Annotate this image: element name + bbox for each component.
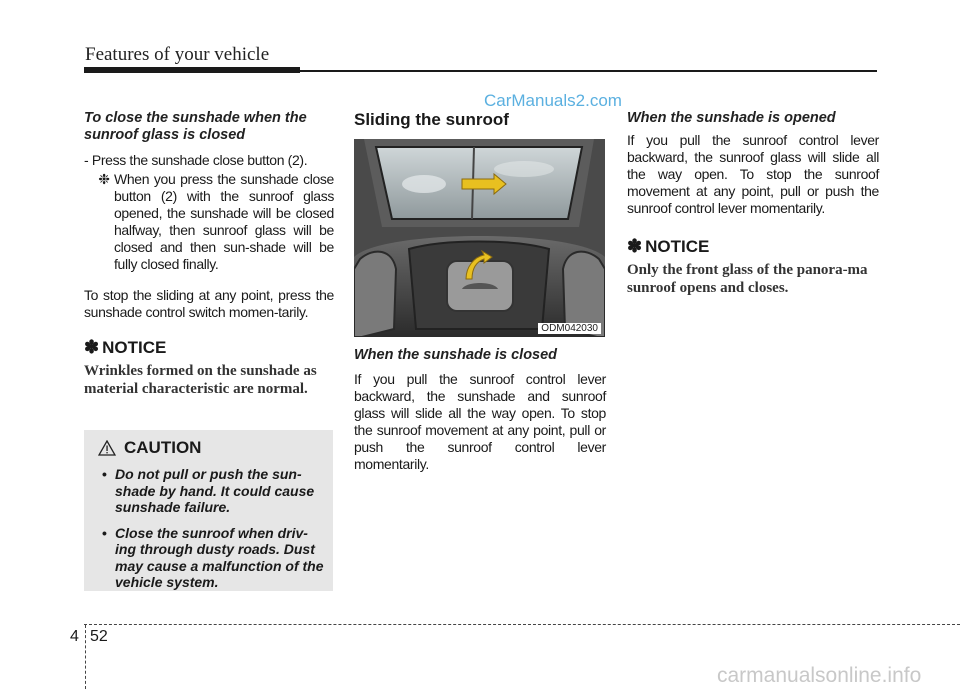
notice-title: NOTICE: [645, 236, 710, 256]
notice-heading-1: [84, 337, 334, 358]
caution-item: [102, 525, 326, 591]
footer-divider: [85, 625, 86, 689]
footer-watermark: carmanualsonline.info: [717, 664, 922, 687]
sunroof-illustration: [354, 139, 605, 337]
watermark-text: CarManuals2.com: [484, 91, 622, 110]
sunroof-drawing: [354, 139, 605, 337]
close-note-text: When you press the sunshade close button (2) with the sunroof glass opened, the sunshade will be closed halfway, then sunroof glass will be closed and then sun-shade will be fully closed finally.: [114, 171, 334, 272]
section-title: Features of your vehicle: [85, 44, 270, 65]
notice-heading-2: [627, 236, 879, 257]
bullet-icon: •: [102, 524, 107, 541]
heading-line-1: To close the sunshade when the: [84, 110, 307, 126]
warning-triangle-icon: [98, 440, 116, 456]
chapter-number: 4: [70, 628, 79, 645]
column-2: [354, 110, 606, 130]
sunshade-opened-heading: When the sunshade is opened: [627, 110, 836, 126]
column-2-lower: [354, 347, 606, 473]
footer-rule: [84, 624, 960, 625]
notice-body-1: Wrinkles formed on the sunshade as material characteristic are normal.: [84, 363, 317, 397]
notice-star-icon: ✽: [627, 236, 643, 256]
caution-item-text: Do not pull or push the sun-shade by hand. It could cause sunshade failure.: [115, 466, 315, 515]
header-rule: [300, 70, 877, 72]
bullet-icon: •: [102, 466, 107, 482]
notice-title: NOTICE: [102, 337, 167, 357]
heading-line-2: sunroof glass is closed: [84, 127, 246, 143]
close-note: [84, 171, 334, 273]
notice-star-icon: ✽: [84, 337, 100, 357]
header-bar: [84, 67, 300, 73]
caution-item-text: Close the sunroof when driv-ing through dusty roads. Dust may cause a malfunction of the vehicle system.: [115, 524, 324, 590]
column-3: [627, 110, 879, 297]
caution-box: [84, 430, 333, 591]
image-caption: ODM042030: [538, 323, 601, 334]
close-sunshade-heading: [84, 110, 334, 144]
stop-sliding-text: To stop the sliding at any point, press the sunshade control switch momen-tarily.: [84, 287, 334, 320]
close-step-text: - Press the sunshade close button (2).: [84, 152, 308, 168]
column-1: [84, 110, 334, 398]
caution-title: CAUTION: [124, 438, 202, 457]
caution-item: [102, 466, 326, 516]
sunshade-closed-text: If you pull the sunroof control lever backward, the sunshade and sunroof glass will slide all the way open. To stop the sunroof movement at any point, pull or push the sunroof control lever momentarily.: [354, 371, 606, 472]
caution-list: [102, 466, 326, 600]
sunshade-opened-text: If you pull the sunroof control lever backward, the sunroof glass will slide all the way open. To stop the sunroof movement at any point, pull or push the sunroof control lever momentarily.: [627, 132, 879, 216]
sunshade-closed-heading: When the sunshade is closed: [354, 347, 558, 363]
page-number: 52: [90, 628, 108, 645]
notice-body-2: Only the front glass of the panora-ma sunroof opens and closes.: [627, 262, 868, 296]
note-mark-icon: ❉: [98, 171, 110, 187]
sliding-sunroof-heading: Sliding the sunroof: [354, 110, 509, 129]
caution-heading: [98, 438, 201, 458]
